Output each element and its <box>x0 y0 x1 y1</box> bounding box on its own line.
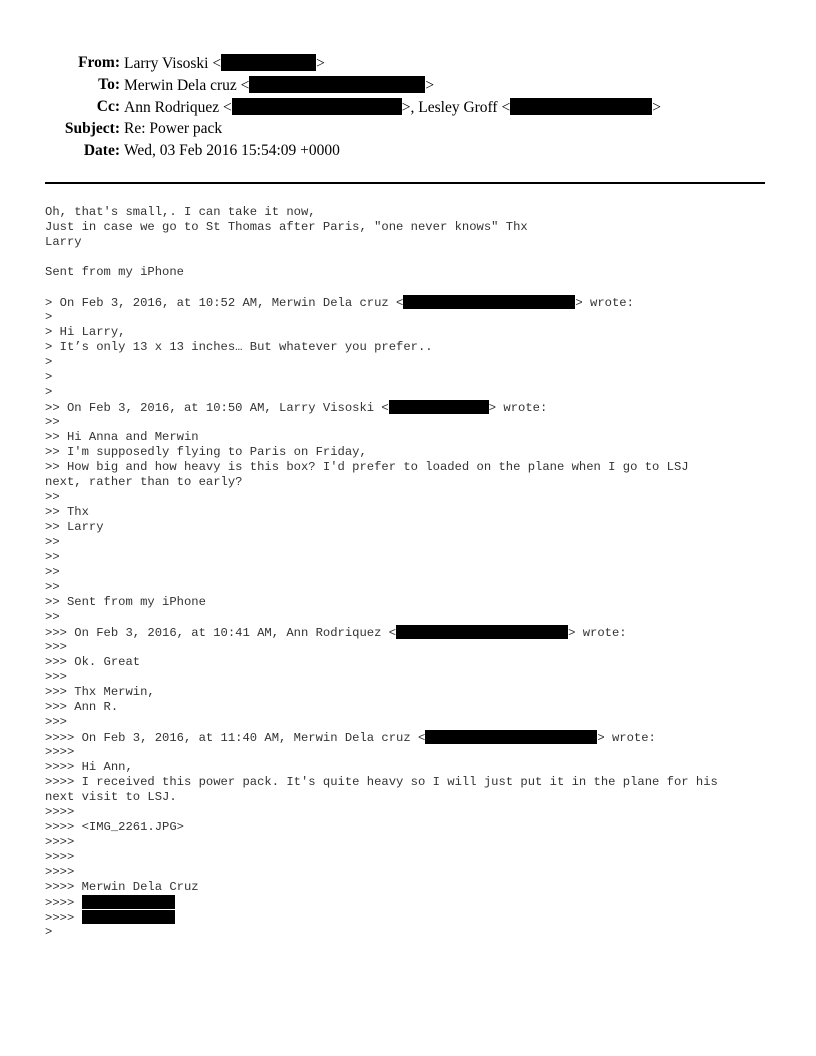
redaction-block <box>221 54 316 71</box>
signature-name: >>>> Merwin Dela Cruz <box>45 880 199 894</box>
body-line: Just in case we go to St Thomas after Paris, "one never knows" Thx <box>45 220 528 234</box>
quote-prefix: >>>> <box>45 911 82 925</box>
to-row <box>0 76 816 98</box>
body-line: Oh, that's small,. I can take it now, <box>45 205 316 219</box>
quote-header-end: > wrote: <box>488 401 548 415</box>
body-line: Larry <box>45 235 82 249</box>
subject-value: Re: Power pack <box>124 120 223 137</box>
quote-header-line <box>45 400 780 415</box>
body-line: next, rather than to early? <box>45 475 243 489</box>
body-line: > <box>45 385 53 399</box>
to-name: Merwin Dela cruz < <box>124 77 250 94</box>
body-line: >> <box>45 415 60 429</box>
body-line: >>>> <box>45 835 75 849</box>
body-line: Sent from my iPhone <box>45 265 184 279</box>
subject-label: Subject: <box>64 120 120 137</box>
from-close: > <box>316 55 325 72</box>
cc-value <box>124 98 661 117</box>
quote-header-text: >> On Feb 3, 2016, at 10:50 AM, Larry Visoski < <box>45 401 389 415</box>
body-line: >>> <box>45 640 67 654</box>
redaction-block <box>232 98 402 115</box>
quote-header-line <box>45 625 780 640</box>
redaction-block <box>403 295 575 309</box>
body-line: >> <box>45 610 60 624</box>
body-line: >> <box>45 550 60 564</box>
redaction-block <box>82 895 175 909</box>
quote-prefix: >>>> <box>45 896 82 910</box>
from-name: Larry Visoski < <box>124 55 222 72</box>
body-line: >> <box>45 580 60 594</box>
body-line: >> Hi Anna and Merwin <box>45 430 199 444</box>
body-line: >> How big and how heavy is this box? I'd prefer to loaded on the plane when I go to LSJ <box>45 460 689 474</box>
from-row <box>0 54 816 76</box>
signature-line <box>45 910 780 925</box>
body-line: >>>> <box>45 850 75 864</box>
quote-header-end: > wrote: <box>597 731 656 745</box>
body-line: >>>> <box>45 805 75 819</box>
to-close: > <box>425 77 435 94</box>
body-line: > It’s only 13 x 13 inches… But whatever you prefer.. <box>45 340 433 354</box>
redaction-block <box>510 98 652 115</box>
body-line: >> I'm supposedly flying to Paris on Friday, <box>45 445 367 459</box>
redaction-block <box>249 76 425 93</box>
cc-close: > <box>652 99 661 116</box>
body-line: >>> Ann R. <box>45 700 119 714</box>
cc-row <box>0 98 816 120</box>
body-line <box>45 280 780 295</box>
to-value <box>124 76 434 95</box>
cc-label: Cc: <box>96 98 120 115</box>
body-line: >> Thx <box>45 505 89 519</box>
quote-header-text: >>> On Feb 3, 2016, at 10:41 AM, Ann Rodriquez < <box>45 626 397 640</box>
attachment-reference: >>>> <IMG_2261.JPG> <box>45 820 184 834</box>
body-line: > <box>45 310 53 324</box>
redaction-block <box>389 400 489 414</box>
body-line: >> <box>45 490 60 504</box>
body-line: >>>> Hi Ann, <box>45 760 133 774</box>
body-line: > <box>45 925 53 939</box>
date-label: Date: <box>83 142 120 159</box>
quote-header-line <box>45 295 780 310</box>
quote-header-text: > On Feb 3, 2016, at 10:52 AM, Merwin Dela cruz < <box>45 296 404 310</box>
body-line: >>>> I received this power pack. It's quite heavy so I will just put it in the plane for his <box>45 775 718 789</box>
body-line: >> Larry <box>45 520 104 534</box>
cc-name-2: >, Lesley Groff < <box>401 99 511 116</box>
header-divider <box>45 182 765 184</box>
date-row <box>0 142 816 164</box>
body-line: >>>> <box>45 865 75 879</box>
body-line: > <box>45 370 53 384</box>
body-line: >>> Thx Merwin, <box>45 685 155 699</box>
body-line: >>>> <box>45 745 75 759</box>
body-line <box>45 250 780 265</box>
body-line: next visit to LSJ. <box>45 790 177 804</box>
redaction-block <box>425 730 597 744</box>
body-line: >>> <box>45 715 67 729</box>
quote-header-end: > wrote: <box>568 626 627 640</box>
from-value <box>124 54 325 73</box>
to-label: To: <box>98 76 120 93</box>
redaction-block <box>396 625 568 639</box>
quote-header-text: >>>> On Feb 3, 2016, at 11:40 AM, Merwin Dela cruz < <box>45 731 426 745</box>
cc-name-1: Ann Rodriquez < <box>124 99 232 116</box>
body-line: > Hi Larry, <box>45 325 126 339</box>
body-line: >> Sent from my iPhone <box>45 595 206 609</box>
from-label: From: <box>78 54 120 71</box>
body-line: >> <box>45 565 60 579</box>
quote-header-line <box>45 730 780 745</box>
body-line: >>> Ok. Great <box>45 655 141 669</box>
redaction-block <box>82 910 175 924</box>
body-line: >>> <box>45 670 67 684</box>
body-line: > <box>45 355 53 369</box>
subject-row <box>0 120 816 142</box>
message-body <box>45 205 780 940</box>
body-line: >> <box>45 535 60 549</box>
date-value: Wed, 03 Feb 2016 15:54:09 +0000 <box>124 142 340 159</box>
signature-line <box>45 895 780 910</box>
quote-header-end: > wrote: <box>575 296 634 310</box>
